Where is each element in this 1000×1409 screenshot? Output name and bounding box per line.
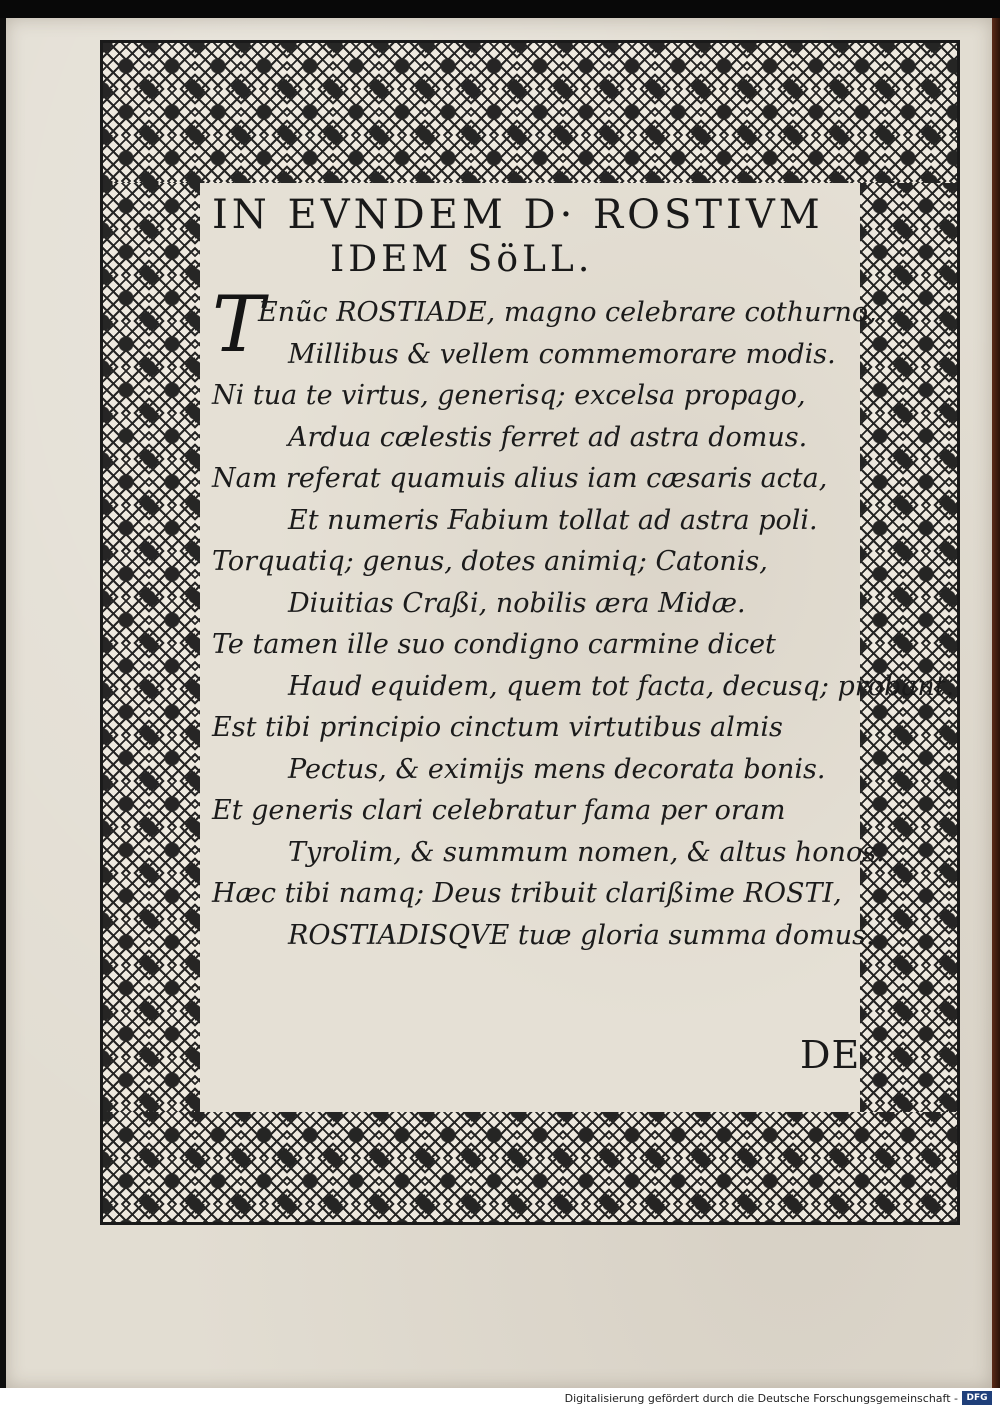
poem-line: Et generis clari celebratur fama per oram [212,795,786,826]
poem-line: Pectus, & eximijs mens decorata bonis. [288,753,826,785]
poem-body [212,292,955,956]
poem-line: Ardua cælestis ferret ad astra domus. [288,421,808,453]
poem-line: Torquatiq; genus, dotes animiq; Catonis, [212,546,768,577]
poem-line: Tyrolim, & summum nomen, & altus honos. [288,836,885,868]
book-spine-edge [992,18,1000,1388]
poem-line: Hæc tibi namq; Deus tribuit clarißime ROSTI, [212,878,842,909]
page-title-line-2: IDEM SöLL. [330,239,594,280]
scan-top-edge [0,0,1000,18]
poem-line: Est tibi principio cinctum virtutibus almis [212,712,783,743]
poem-line: Diuitias Craßi, nobilis æra Midæ. [288,587,746,619]
poem-line: Enũc ROSTIADE, magno celebrare cothurno, [258,297,877,328]
catchword: DE [800,1033,861,1077]
poem-line: Te tamen ille suo condigno carmine dicet [212,629,776,660]
drop-capital: T [212,280,265,370]
poem-line: Millibus & vellem commemorare modis. [288,338,836,370]
poem-line: Et numeris Fabium tollat ad astra poli. [288,504,818,536]
footer-bar [0,1388,1000,1409]
page-title-line-1: IN EVNDEM D· ROSTIVM [212,192,824,238]
dfg-logo-icon: DFG [962,1391,992,1405]
poem-line: Haud equidem, quem tot facta, decusq; probant. [288,670,955,702]
poem-line: Nam referat quamuis alius iam cæsaris acta, [212,463,828,494]
poem-line: Ni tua te virtus, generisq; excelsa propago, [212,380,806,411]
footer-credit: Digitalisierung gefördert durch die Deutsche Forschungsgemeinschaft - [564,1392,958,1405]
poem-line: ROSTIADISQVE tuæ gloria summa domus. [288,919,875,951]
